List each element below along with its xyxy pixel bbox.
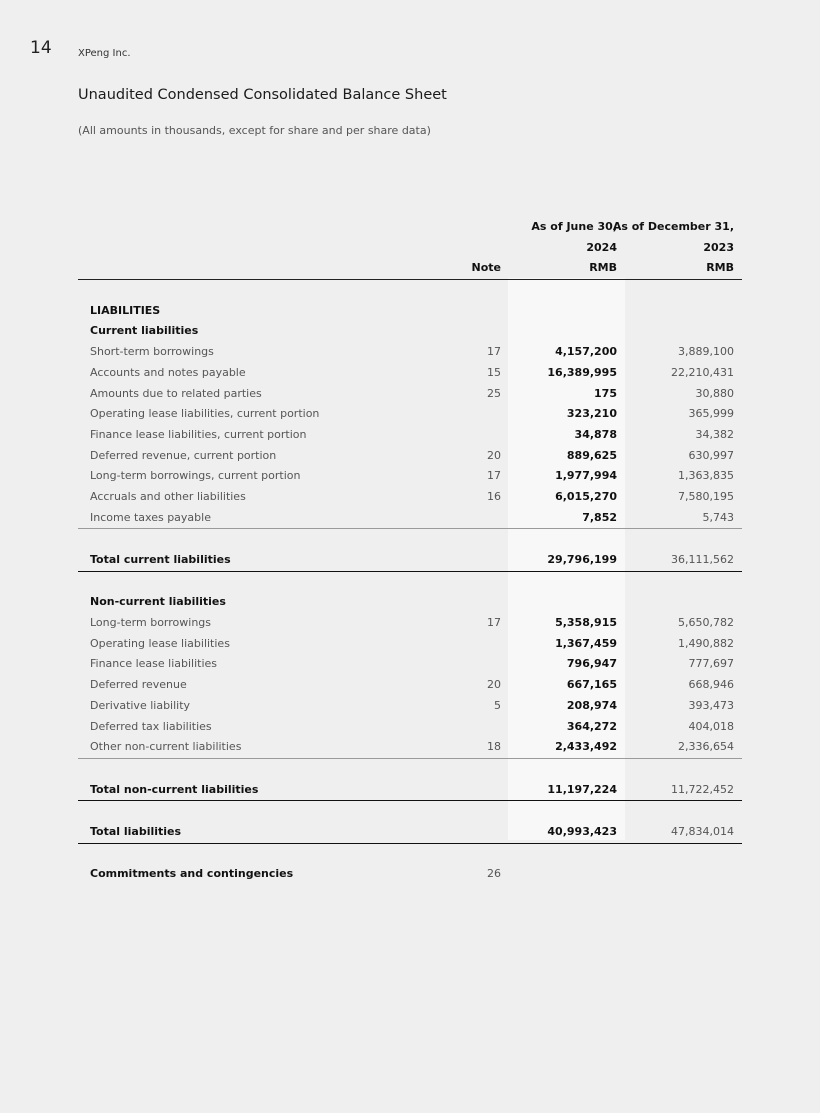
table-row xyxy=(78,613,742,634)
row-prior-value: 34,382 xyxy=(695,427,734,441)
row-prior-value: 777,697 xyxy=(688,657,734,671)
row-prior-value: 365,999 xyxy=(688,407,734,421)
total-noncurrent-liabilities-row xyxy=(78,780,742,802)
section-label: LIABILITIES xyxy=(90,303,161,317)
row-note: 20 xyxy=(487,448,501,462)
table-row xyxy=(78,508,742,530)
row-current-value: 175 xyxy=(594,386,617,400)
col-current-year: 2024 xyxy=(586,240,617,254)
row-note: 20 xyxy=(487,678,501,692)
row-current-value: 16,389,995 xyxy=(547,365,617,379)
row-current-value: 6,015,270 xyxy=(555,489,617,503)
row-label: Income taxes payable xyxy=(90,510,211,524)
row-note: 17 xyxy=(487,616,501,630)
row-label: Operating lease liabilities, current portion xyxy=(90,407,320,421)
col-current-currency: RMB xyxy=(589,261,617,275)
row-note: 17 xyxy=(487,469,501,483)
row-prior-value: 2,336,654 xyxy=(678,740,734,754)
row-current-value: 364,272 xyxy=(566,719,617,733)
table-row xyxy=(78,384,742,405)
row-prior-value: 3,889,100 xyxy=(678,345,734,359)
row-prior-value: 630,997 xyxy=(688,448,734,462)
row-note: 17 xyxy=(487,345,501,359)
row-current-value: 2,433,492 xyxy=(555,740,617,754)
col-current-heading: As of June 30, xyxy=(531,220,617,233)
total-current-liabilities-row xyxy=(78,550,742,572)
row-label: Amounts due to related parties xyxy=(90,386,262,400)
row-label: Accruals and other liabilities xyxy=(90,489,246,503)
row-note: 15 xyxy=(487,365,501,379)
total-prior-value: 36,111,562 xyxy=(671,553,734,566)
row-current-value: 796,947 xyxy=(566,657,617,671)
total-prior-value: 11,722,452 xyxy=(671,782,734,796)
table-row xyxy=(78,363,742,384)
section-current-liabilities xyxy=(78,321,742,342)
row-label: Other non-current liabilities xyxy=(90,740,242,754)
table-row xyxy=(78,487,742,508)
table-row xyxy=(78,634,742,655)
row-current-value: 34,878 xyxy=(574,427,617,441)
row-current-value: 1,367,459 xyxy=(555,636,617,650)
table-row xyxy=(78,342,742,363)
header-row-3 xyxy=(78,258,742,280)
balance-sheet-table xyxy=(78,217,742,885)
row-note: 5 xyxy=(494,698,501,712)
section-noncurrent-liabilities xyxy=(78,592,742,613)
table-row xyxy=(78,425,742,446)
row-current-value: 4,157,200 xyxy=(555,345,617,359)
row-prior-value: 30,880 xyxy=(695,386,734,400)
row-prior-value: 5,743 xyxy=(702,510,734,524)
row-prior-value: 7,580,195 xyxy=(678,489,734,503)
total-label: Total liabilities xyxy=(90,824,182,838)
page-subtitle: (All amounts in thousands, except for share and per share data) xyxy=(78,124,431,137)
table-row xyxy=(78,446,742,467)
total-prior-value: 47,834,014 xyxy=(671,824,734,838)
row-label: Finance lease liabilities xyxy=(90,657,218,671)
row-note: 18 xyxy=(487,740,501,754)
table-row xyxy=(78,466,742,487)
row-prior-value: 668,946 xyxy=(688,678,734,692)
total-label: Total non-current liabilities xyxy=(90,782,259,796)
table-row xyxy=(78,717,742,738)
row-label: Deferred revenue, current portion xyxy=(90,448,277,462)
total-current-value: 11,197,224 xyxy=(547,782,617,796)
col-note-heading: Note xyxy=(471,261,501,275)
section-label: Non-current liabilities xyxy=(90,595,226,609)
row-prior-value: 1,363,835 xyxy=(678,469,734,483)
total-current-value: 40,993,423 xyxy=(547,824,617,838)
total-current-value: 29,796,199 xyxy=(547,553,617,566)
table-row xyxy=(78,404,742,425)
row-current-value: 1,977,994 xyxy=(555,469,617,483)
page-title: Unaudited Condensed Consolidated Balance Sheet xyxy=(78,87,447,103)
company-name: XPeng Inc. xyxy=(78,48,131,59)
commitments-note: 26 xyxy=(487,867,501,881)
row-prior-value: 22,210,431 xyxy=(671,365,734,379)
row-current-value: 889,625 xyxy=(566,448,617,462)
row-note: 25 xyxy=(487,386,501,400)
row-label: Operating lease liabilities xyxy=(90,636,230,650)
commitments-row xyxy=(78,864,742,885)
row-prior-value: 1,490,882 xyxy=(678,636,734,650)
row-note: 16 xyxy=(487,489,501,503)
section-liabilities xyxy=(78,301,742,322)
row-current-value: 208,974 xyxy=(566,698,617,712)
row-current-value: 5,358,915 xyxy=(555,616,617,630)
row-prior-value: 5,650,782 xyxy=(678,616,734,630)
row-label: Deferred revenue xyxy=(90,678,187,692)
row-current-value: 7,852 xyxy=(582,510,617,524)
header-row-1 xyxy=(78,217,742,238)
col-prior-currency: RMB xyxy=(706,261,734,275)
table-row xyxy=(78,675,742,696)
header-row-2 xyxy=(78,238,742,259)
row-prior-value: 393,473 xyxy=(688,698,734,712)
col-prior-heading: As of December 31, xyxy=(612,220,734,233)
section-label: Current liabilities xyxy=(90,324,199,338)
table-row xyxy=(78,737,742,759)
total-liabilities-row xyxy=(78,822,742,844)
row-label: Short-term borrowings xyxy=(90,345,214,359)
total-label: Total current liabilities xyxy=(90,553,231,566)
row-current-value: 667,165 xyxy=(566,678,617,692)
row-prior-value: 404,018 xyxy=(688,719,734,733)
col-prior-year: 2023 xyxy=(703,240,734,254)
row-label: Long-term borrowings xyxy=(90,616,211,630)
commitments-label: Commitments and contingencies xyxy=(90,867,294,881)
row-label: Derivative liability xyxy=(90,698,191,712)
row-label: Accounts and notes payable xyxy=(90,365,246,379)
row-current-value: 323,210 xyxy=(566,407,617,421)
row-label: Finance lease liabilities, current portion xyxy=(90,427,307,441)
table-row xyxy=(78,654,742,675)
table-row xyxy=(78,696,742,717)
row-label: Deferred tax liabilities xyxy=(90,719,212,733)
page-number: 14 xyxy=(30,38,52,58)
row-label: Long-term borrowings, current portion xyxy=(90,469,301,483)
